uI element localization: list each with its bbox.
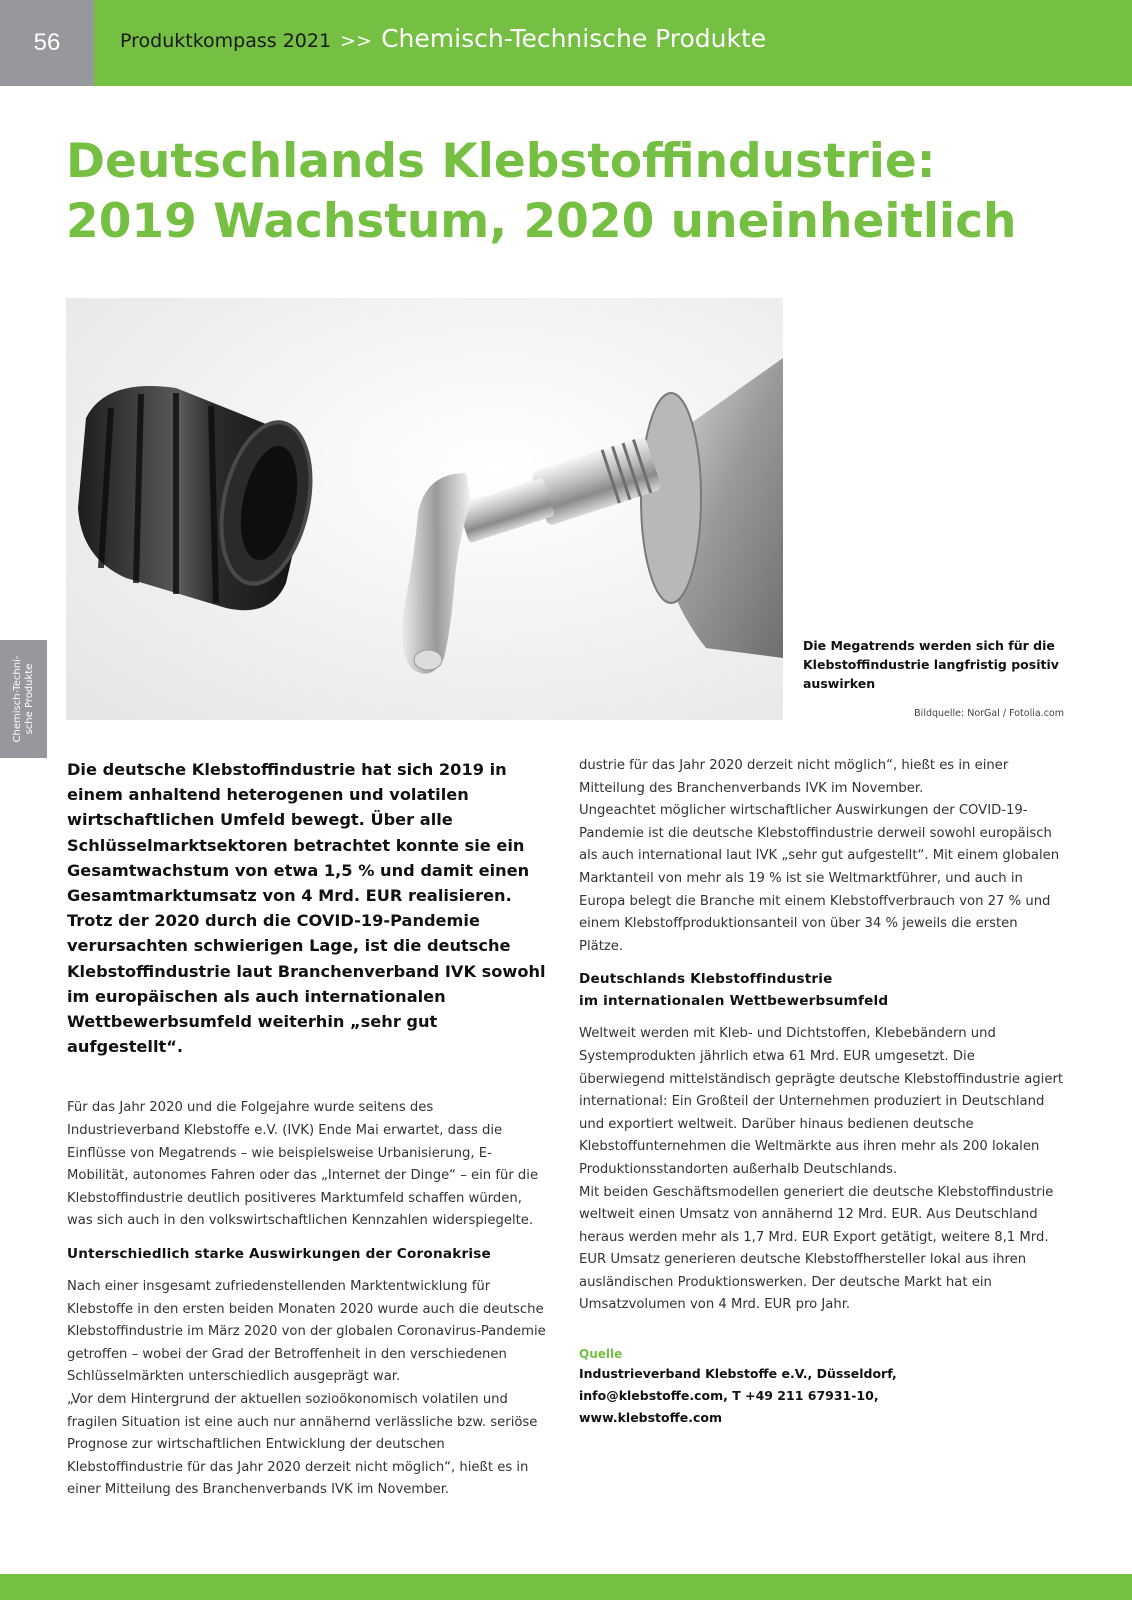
title-line-2: 2019 Wachstum, 2020 uneinheitlich: [66, 194, 1017, 249]
subheading-line-1: Deutschlands Klebstoffindustrie: [579, 971, 833, 988]
breadcrumb-separator: >>: [340, 30, 372, 52]
subheading-line-2: im internationalen Wettbewerbsumfeld: [579, 993, 889, 1010]
side-tab-line-2: sche Produkte: [23, 663, 35, 735]
subheading-international: [579, 968, 1065, 1012]
side-tab-label: [12, 640, 36, 758]
body-paragraph: „Vor dem Hintergrund der aktuellen sozioökonomisch volatilen und fragilen Situation ist eine auch nur annähernd verlässliche bzw. seriöse Prognose zur wirtschaftlichen Entwicklung der deutschen Klebstoffindustrie für das Jahr 2020 derzeit nicht möglich“, hießt es in einer Mitteilung des Branchenverbands IVK im November.: [67, 1391, 538, 1498]
right-column: [579, 757, 1065, 1429]
image-credit: Bildquelle: NorGal / Fotolia.com: [914, 708, 1064, 719]
section-side-tab: [0, 640, 47, 758]
header-breadcrumb: [120, 24, 766, 53]
lead-paragraph: Die deutsche Klebstoffindustrie hat sich 2019 in einem anhaltend heterogenen und volatilen wirtschaftlichen Umfeld bewegt. Über alle Schlüsselmarktsektoren betrachtet konnte sie ein Gesamtwachstum von etwa 1,5 % und damit einen Gesamtmarktumsatz von 4 Mrd. EUR realisieren. Trotz der 2020 durch die COVID-19-Pandemie verursachten schwierigen Lage, ist die deutsche Klebstoffindustrie laut Branchenverband IVK sowohl im europäischen als auch internationalen Wettbewerbsumfeld weiterhin „sehr gut aufgestellt“.: [67, 760, 546, 1057]
source-label: Quelle: [579, 1347, 623, 1362]
body-paragraph: Ungeachtet möglicher wirtschaftlicher Auswirkungen der COVID-19-Pandemie ist die deutsche Klebstoffindustrie derweil sowohl europäisch als auch international laut IVK „sehr gut aufgestellt“. Mit einem globalen Marktanteil von mehr als 19 % ist sie Weltmarktführer, und auch in Europa belegt die Branche mit einem Klebstoffverbrauch von 27 % und einem Klebstoffproduktionsanteil von über 34 % jeweils die ersten Plätze.: [579, 803, 1060, 954]
page-number: 56: [0, 0, 94, 86]
section-title: Chemisch-Technische Produkte: [381, 24, 767, 53]
body-paragraph: Mit beiden Geschäftsmodellen generiert die deutsche Klebstoffindustrie weltweit einen Umsatz von annähernd 12 Mrd. EUR. Aus Deutschland heraus werden mehr als 1,7 Mrd. EUR Export getätigt, weitere 8,1 Mrd. EUR Umsatz generieren deutsche Klebstoffhersteller lokal aus ihren ausländischen Produktionswerken. Der deutsche Markt hat ein Umsatzvolumen von 4 Mrd. EUR pro Jahr.: [579, 1184, 1054, 1313]
image-caption: Die Megatrends werden sich für die Klebstoffindustrie langfristig positiv auswirken: [803, 638, 1059, 691]
body-paragraph: Für das Jahr 2020 und die Folgejahre wurde seitens des Industrieverband Klebstoffe e.V. (IVK) Ende Mai erwartet, dass die Einflüsse von Megatrends – wie beispielsweise Urbanisierung, E-Mobilität, autonomes Fahren oder das „Internet der Dinge“ – ein für die Klebstoffindustrie deutlich positiveres Marktumfeld schaffen würden, was sich auch in den volkswirtschaftlichen Kennzahlen widerspiegelte.: [67, 1100, 539, 1229]
page-footer-bar: [0, 1574, 1132, 1600]
left-column: [67, 757, 550, 1498]
side-tab-line-1: Chemisch-Techni-: [11, 655, 23, 743]
page-header: [0, 0, 1132, 86]
source-block: [579, 1363, 1065, 1429]
body-paragraph: Weltweit werden mit Kleb- und Dichtstoffen, Klebebändern und Systemprodukten jährlich etwa 61 Mrd. EUR umgesetzt. Die überwiegend mittelständisch geprägte deutsche Klebstoffindustrie agiert international: Ein Großteil der Unternehmen produziert in Deutschland und exportiert weltweit. Darüber hinaus bedienen deutsche Klebstoffunternehmen die Weltmärkte aus ihren mehr als 200 lokalen Produktionsstandorten außerhalb Deutschlands.: [579, 1026, 1064, 1177]
glue-tube-illustration: [66, 298, 783, 720]
subheading-corona: Unterschiedlich starke Auswirkungen der Coronakrise: [67, 1246, 491, 1262]
source-org: Industrieverband Klebstoffe e.V., Düsseldorf,: [579, 1366, 897, 1382]
body-paragraph: Nach einer insgesamt zufriedenstellenden Marktentwicklung für Klebstoffe in den ersten beiden Monaten 2020 wurde auch die deutsche Klebstoffindustrie im März 2020 von der globalen Coronavirus-Pandemie getroffen – wobei der Grad der Betroffenheit in den verschiedenen Schlüsselmärkten unterschiedlich ausgeprägt war.: [67, 1279, 546, 1385]
source-contact: info@klebstoffe.com, T +49 211 67931-10,: [579, 1388, 879, 1404]
title-line-1: Deutschlands Klebstoffindustrie:: [66, 134, 936, 189]
publication-title: Produktkompass 2021: [120, 30, 332, 52]
article-title: [66, 132, 1066, 252]
body-paragraph: dustrie für das Jahr 2020 derzeit nicht möglich“, hießt es in einer Mitteilung des Branchenverbands IVK im November.: [579, 758, 1009, 796]
source-website: www.klebstoffe.com: [579, 1410, 722, 1426]
article-photo: [66, 298, 783, 720]
